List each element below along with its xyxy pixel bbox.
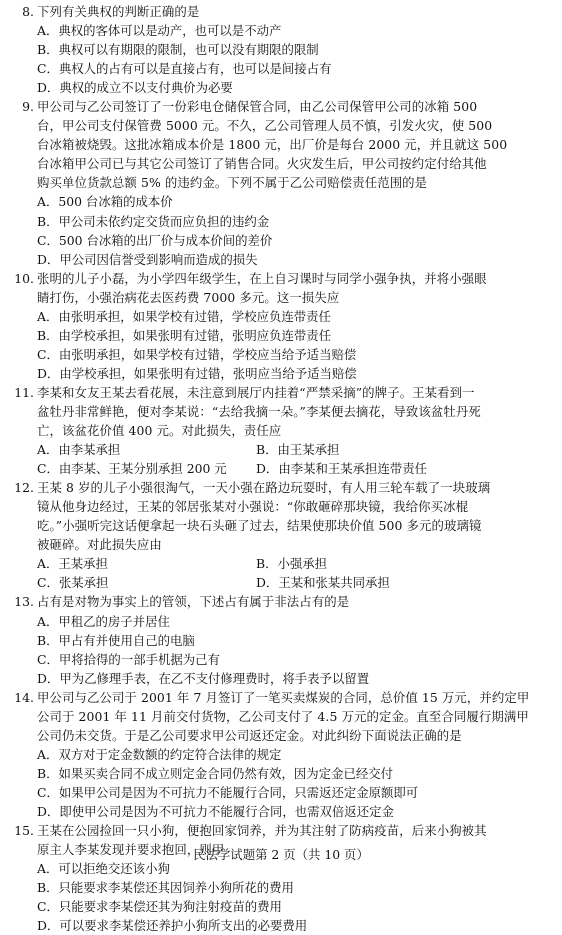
answer-option: D．王某和张某共同承担 — [256, 575, 390, 591]
answer-option: B．由学校承担，如果张明有过错，张明应负连带责任 — [37, 327, 332, 343]
question-row — [10, 383, 546, 402]
answer-option: B．由王某承担 — [256, 442, 340, 458]
answer-option: A．典权的客体可以是动产，也可以是不动产 — [37, 23, 282, 39]
question-number — [10, 497, 37, 516]
question-stem-line: 李某和女友王某去看花展，未注意到展厅内挂着“严禁采摘”的牌子。王某看到一 — [37, 384, 475, 400]
question-row — [10, 288, 546, 307]
answer-option: D．典权的成立不以支付典价为必要 — [37, 80, 233, 96]
question-row — [10, 478, 546, 497]
question-stem-line: 甲公司与乙公司于 2001 年 7 月签订了一笔买卖煤炭的合同，总价值 15 万元，并约定甲 — [37, 689, 530, 705]
answer-option: A．由李某承担 — [37, 442, 121, 458]
answer-option: D．甲为乙修理手表，在乙不支付修理费时，将手表予以留置 — [37, 670, 370, 686]
question-stem-line: 下列有关典权的判断正确的是 — [37, 4, 200, 19]
answer-option-row — [10, 440, 546, 459]
question-9 — [10, 97, 546, 268]
answer-option: C．500 台冰箱的出厂价与成本价间的差价 — [37, 232, 273, 248]
answer-option: B．小强承担 — [256, 556, 328, 572]
answer-option: C．如果甲公司是因为不可抗力不能履行合同，只需返还定金原额即可 — [37, 784, 419, 800]
answer-option-row — [10, 573, 546, 592]
question-row — [10, 97, 546, 116]
answer-option: A．甲租乙的房子并居住 — [37, 613, 170, 629]
question-number — [10, 421, 37, 440]
question-number — [10, 516, 37, 535]
answer-option-row — [10, 459, 546, 478]
question-11 — [10, 383, 546, 478]
question-number: 13. — [14, 594, 34, 610]
question-number — [10, 116, 37, 135]
answer-option: A．由张明承担，如果学校有过错，学校应负连带责任 — [37, 308, 331, 324]
question-12 — [10, 478, 546, 592]
question-number — [10, 173, 37, 192]
question-stem-line: 被砸碎。对此损失应由 — [37, 537, 162, 553]
question-stem-line: 王某在公园捡回一只小狗，便抱回家饲养，并为其注射了防病疫苗，后来小狗被其 — [37, 823, 487, 839]
question-number — [10, 288, 37, 307]
answer-option: B．只能要求李某偿还其因饲养小狗所花的费用 — [37, 880, 294, 896]
question-stem-line: 睛打伤，小强治病花去医药费 7000 多元。这一损失应 — [37, 289, 340, 305]
answer-option: C．甲将拾得的一部手机据为己有 — [37, 651, 220, 667]
answer-option: C．典权人的占有可以是直接占有，也可以是间接占有 — [37, 61, 332, 77]
question-row — [10, 402, 546, 421]
question-row — [10, 116, 546, 135]
question-row — [10, 516, 546, 535]
question-number: 8. — [22, 4, 34, 19]
question-8 — [10, 2, 546, 97]
question-row — [10, 154, 546, 173]
question-stem-line: 张明的儿子小磊，为小学四年级学生，在上自习课时与同学小强争执，并将小强眼 — [37, 270, 487, 286]
question-number — [10, 707, 37, 726]
question-stem-line: 镜从他身边经过，王某的邻居张某对小强说：“你敢砸碎那块镜，我给你买冰棍 — [37, 499, 469, 515]
question-stem-line: 原主人李某发现并要求抱回，则甲 — [37, 842, 225, 858]
question-number: 15. — [14, 823, 34, 839]
question-stem-line: 亡，该盆花价值 400 元。对此损失，责任应 — [37, 423, 282, 439]
question-stem-line: 公司仍未交货。于是乙公司要求甲公司返还定金。对此纠纷下面说法正确的是 — [37, 727, 462, 743]
question-stem-line: 台，甲公司支付保管费 5000 元。不久，乙公司管理人员不慎，引发火灾，使 500 — [37, 118, 493, 134]
question-number — [10, 535, 37, 554]
question-number — [10, 154, 37, 173]
question-number: 11. — [14, 384, 34, 400]
question-stem-line: 王某 8 岁的儿子小强很淘气，一天小强在路边玩耍时，有人用三轮车载了一块玻璃 — [37, 480, 491, 496]
question-row — [10, 497, 546, 516]
question-number: 9. — [22, 99, 34, 115]
question-row — [10, 726, 546, 745]
page-footer: 民法学试题第 2 页（共 10 页） — [193, 847, 369, 862]
answer-option: B．甲占有并使用自己的电脑 — [37, 632, 195, 648]
answer-option: B．典权可以有期限的限制，也可以没有期限的限制 — [37, 42, 319, 58]
question-stem-line: 甲公司与乙公司签订了一份彩电仓储保管合同，由乙公司保管甲公司的冰箱 500 — [37, 99, 478, 115]
answer-option: D．由李某和王某承担连带责任 — [256, 461, 428, 477]
question-number: 12. — [14, 480, 34, 496]
question-stem-line: 吃。”小强听完这话便拿起一块石头砸了过去，结果使那块价值 500 多元的玻璃镜 — [37, 518, 482, 534]
question-row — [10, 173, 546, 192]
answer-option: B．甲公司未依约定交货而应负担的违约金 — [37, 213, 270, 229]
question-row — [10, 821, 546, 840]
question-15 — [10, 821, 546, 935]
question-stem-line: 盆牡丹非常鲜艳，便对李某说：“去给我摘一朵。”李某便去摘花，导致该盆牡丹死 — [37, 403, 481, 419]
question-row — [10, 688, 546, 707]
question-row — [10, 592, 546, 611]
answer-option: D．即使甲公司是因为不可抗力不能履行合同，也需双倍返还定金 — [37, 803, 394, 819]
answer-option: C．由李某、王某分别承担 200 元 — [37, 461, 227, 477]
question-13 — [10, 592, 546, 687]
answer-option: C．由张明承担，如果学校有过错，学校应当给予适当赔偿 — [37, 346, 357, 362]
question-number: 14. — [14, 689, 34, 705]
question-stem-line: 公司于 2001 年 11 月前交付货物，乙公司支付了 4.5 万元的定金。直至合同履行期满甲 — [37, 708, 529, 724]
answer-option: D．由学校承担，如果张明有过错，张明应当给予适当赔偿 — [37, 365, 357, 381]
question-number: 10. — [14, 270, 34, 286]
question-stem-line: 台冰箱甲公司已与其它公司签订了销售合同。火灾发生后，甲公司按约定付给其他 — [37, 156, 487, 172]
question-10 — [10, 269, 546, 383]
question-row — [10, 269, 546, 288]
answer-option: A．可以拒绝交还该小狗 — [37, 861, 170, 877]
question-stem-line: 台冰箱被烧毁。这批冰箱成本价是 1800 元，出厂价是每台 2000 元，并且就这 500 — [37, 137, 508, 153]
answer-option: C．只能要求李某偿还其为狗注射疫苗的费用 — [37, 899, 282, 915]
answer-option: C．张某承担 — [37, 575, 109, 591]
question-number — [10, 135, 37, 154]
answer-option: A．双方对于定金数额的约定符合法律的规定 — [37, 746, 282, 762]
answer-option-row — [10, 554, 546, 573]
question-row — [10, 135, 546, 154]
answer-option: A．王某承担 — [37, 556, 108, 572]
answer-option: B．如果买卖合同不成立则定金合同仍然有效，因为定金已经交付 — [37, 765, 394, 781]
question-stem-line: 购买单位货款总额 5% 的违约金。下列不属于乙公司赔偿责任范围的是 — [37, 175, 428, 191]
answer-option: D．甲公司因信誉受到影响而造成的损失 — [37, 251, 258, 267]
question-number — [10, 726, 37, 745]
question-row — [10, 535, 546, 554]
question-stem-line: 占有是对物为事实上的管领，下述占有属于非法占有的是 — [37, 594, 350, 610]
question-number — [10, 402, 37, 421]
answer-option: D．可以要求李某偿还养护小狗所支出的必要费用 — [37, 918, 308, 934]
question-row — [10, 2, 546, 21]
question-list — [10, 2, 546, 935]
answer-option: A．500 台冰箱的成本价 — [37, 194, 173, 210]
question-row — [10, 707, 546, 726]
question-row — [10, 421, 546, 440]
question-14 — [10, 688, 546, 821]
